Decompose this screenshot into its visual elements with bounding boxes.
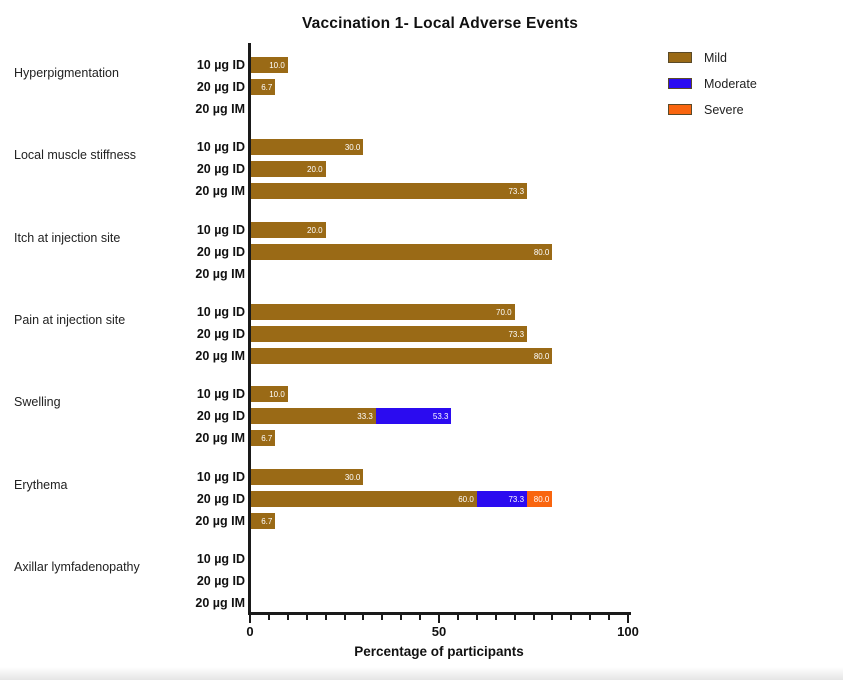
dose-label: 10 µg ID [196,552,245,566]
x-axis-tick [325,615,327,620]
bar-value-label: 80.0 [533,495,550,504]
category-label: Axillar lymfadenopathy [14,559,140,574]
bar-segment-mild [250,79,275,95]
x-axis-tick [570,615,572,620]
x-axis-tick [268,615,270,620]
dose-label: 10 µg ID [196,140,245,154]
bar-value-label: 80.0 [533,248,550,257]
bar-segment-mild [250,304,515,320]
x-axis-tick [438,615,440,623]
bar-segment-moderate [477,491,527,507]
category-label: Swelling [14,395,61,410]
bar-segment-mild [250,348,552,364]
dose-label: 20 µg IM [195,514,245,528]
x-axis-tick [457,615,459,620]
chart-title: Vaccination 1- Local Adverse Events [301,15,579,32]
dose-label: 20 µg ID [196,492,245,506]
bar-segment-mild [250,161,326,177]
x-axis-tick [589,615,591,620]
dose-label: 10 µg ID [196,58,245,72]
x-axis-tick [476,615,478,620]
x-axis-tick [608,615,610,620]
dose-label: 20 µg ID [196,327,245,341]
bar-value-label: 6.7 [261,83,273,92]
dose-label: 20 µg ID [196,162,245,176]
bar-value-label: 33.3 [357,412,373,421]
bar-value-label: 73.3 [508,187,525,196]
bar-value-label: 6.7 [261,434,273,443]
x-axis-tick [344,615,346,620]
bar-segment-mild [250,326,527,342]
dose-label: 10 µg ID [196,387,245,401]
x-axis-tick-label: 100 [617,624,639,639]
x-axis-tick [306,615,308,620]
bar-value-label: 70.0 [496,308,512,317]
x-axis-tick [249,615,251,623]
dose-label: 10 µg ID [196,223,245,237]
x-axis-tick [627,615,629,623]
x-axis-tick [551,615,553,620]
dose-label: 20 µg ID [196,409,245,423]
bar-value-label: 73.3 [508,330,525,339]
dose-label: 10 µg ID [196,305,245,319]
x-axis-tick [400,615,402,620]
bar-segment-mild [250,183,527,199]
bottom-gradient-strip [0,667,843,680]
bar-segment-mild [250,408,376,424]
x-axis-tick-label: 0 [246,624,254,639]
bar-segment-mild [250,430,275,446]
bar-value-label: 30.0 [344,143,361,152]
category-label: Hyperpigmentation [14,66,119,80]
dose-label: 20 µg ID [196,245,245,259]
category-label: Pain at injection site [14,312,126,327]
x-axis-tick [287,615,289,620]
bar-segment-mild [250,386,288,402]
bar-value-label: 20.0 [307,226,323,235]
bar-value-label: 73.3 [508,495,525,504]
dose-label: 20 µg IM [195,102,245,116]
bar-segment-mild [250,491,477,507]
category-label: Erythema [14,477,68,492]
x-axis-tick [533,615,535,620]
dose-label: 20 µg ID [196,80,245,94]
dose-label: 20 µg IM [195,431,245,445]
x-axis-title: Percentage of participants [354,644,524,659]
x-axis-tick [362,615,364,620]
dose-label: 20 µg IM [195,184,245,198]
legend-label: Moderate [704,76,757,91]
x-axis-tick [514,615,516,620]
dose-label: 20 µg IM [195,267,245,281]
bar-value-label: 6.7 [261,517,273,526]
bar-value-label: 30.0 [344,473,361,482]
x-axis-tick-label: 50 [431,624,447,639]
category-label: Itch at injection site [14,230,121,245]
bar-value-label: 10.0 [269,390,285,399]
bar-value-label: 10.0 [269,61,285,70]
dose-label: 10 µg ID [196,470,245,484]
bar-segment-mild [250,139,363,155]
bar-segment-moderate [376,408,452,424]
dose-label: 20 µg IM [195,349,245,363]
bar-segment-mild [250,57,288,73]
bar-segment-mild [250,222,326,238]
bar-segment-mild [250,513,275,529]
bar-segment-mild [250,469,363,485]
legend-label: Severe [704,102,744,117]
x-axis-tick [495,615,497,620]
bar-value-label: 60.0 [458,495,474,504]
dose-label: 20 µg IM [195,596,245,610]
bar-value-label: 53.3 [432,412,449,421]
legend-label: Mild [704,50,727,65]
y-axis-line [248,43,251,615]
bar-value-label: 20.0 [307,165,323,174]
x-axis-tick [419,615,421,620]
bar-segment-severe [527,491,552,507]
bar-segment-mild [250,244,552,260]
dose-label: 20 µg ID [196,574,245,588]
bar-value-label: 80.0 [533,352,550,361]
x-axis-tick [381,615,383,620]
category-label: Local muscle stiffness [14,148,137,163]
